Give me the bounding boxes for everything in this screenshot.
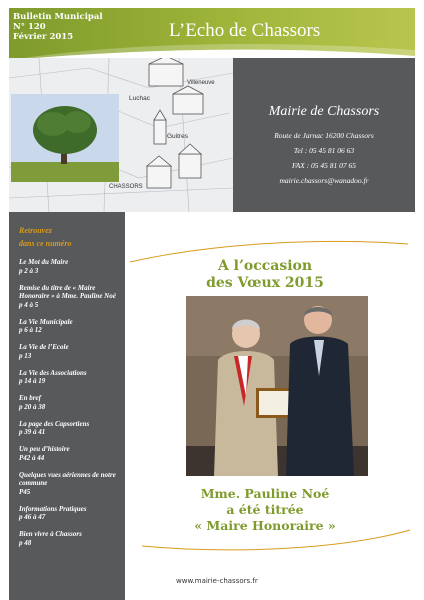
bulletin-label: Bulletin Municipal: [13, 12, 103, 22]
contents-heading-line1: Retrouvez: [19, 226, 52, 235]
contents-item-label: La Vie de l’Ecole: [19, 343, 69, 351]
contents-item-label: Bien vivre à Chassors: [19, 530, 82, 538]
contents-item-label: Le Mot du Maire: [19, 258, 69, 266]
bulletin-info: [13, 12, 103, 42]
contents-item[interactable]: [19, 284, 123, 310]
mairie-address: Route de Jarnac 16200 Chassors: [274, 131, 374, 140]
event-headline-line1: A l’occasion: [217, 258, 313, 274]
header-banner: [9, 8, 415, 58]
contents-item-label: Quelques vues aériennes de notre commune: [19, 470, 116, 487]
contents-item[interactable]: [19, 530, 123, 547]
contents-item[interactable]: [19, 394, 123, 411]
contents-item-label: Informations Pratiques: [19, 504, 87, 513]
contents-item-pages: p 20 à 38: [19, 402, 46, 411]
mairie-fax: FAX : 05 45 81 07 65: [291, 161, 357, 170]
contents-item-pages: p 48: [19, 538, 32, 547]
map-label-guitres: Guitres: [167, 133, 188, 140]
contents-item-pages: p 2 à 3: [19, 266, 39, 275]
honorary-caption: [150, 486, 380, 534]
map-label-luchac: Luchac: [129, 95, 150, 102]
issue-date: Février 2015: [13, 32, 74, 42]
contents-item-pages: p 6 à 12: [19, 326, 42, 334]
contents-item[interactable]: [19, 445, 123, 462]
ceremony-photo: [186, 296, 368, 476]
contents-item-pages: p 13: [19, 351, 32, 360]
contents-item-pages: P45: [19, 487, 31, 496]
contents-sidebar: [9, 212, 125, 600]
event-headline: [150, 258, 380, 292]
contents-item[interactable]: [19, 369, 123, 386]
map-label-chassors: CHASSORS: [109, 184, 143, 190]
contents-item-label: La page des Capsortiens: [19, 419, 90, 428]
contents-heading-line2: dans ce numéro: [19, 239, 72, 248]
contents-list: [19, 258, 123, 556]
caption-line1: Mme. Pauline Noé: [200, 486, 330, 501]
contents-item[interactable]: [19, 318, 123, 335]
village-map-illustration: [9, 58, 233, 212]
contents-item-pages: p 46 à 47: [19, 513, 46, 521]
contents-item[interactable]: [19, 471, 123, 497]
contents-item[interactable]: [19, 505, 123, 522]
event-headline-line2: des Vœux 2015: [206, 275, 324, 291]
contents-heading: [19, 224, 71, 250]
contents-item-label: La Vie des Associations: [19, 368, 87, 377]
website-link[interactable]: www.mairie-chassors.fr: [176, 577, 258, 585]
cover-visual: [9, 58, 233, 212]
contents-item-pages: P42 à 44: [19, 453, 45, 462]
map-label-villeneuve: Villeneuve: [187, 80, 215, 86]
mairie-email[interactable]: mairie.chassors@wanadoo.fr: [279, 176, 369, 185]
contents-item-label: La Vie Municipale: [19, 317, 73, 326]
contents-item[interactable]: [19, 343, 123, 360]
caption-line3: « Maire Honoraire »: [194, 518, 336, 533]
issue-number: N° 120: [13, 22, 46, 32]
contents-item[interactable]: [19, 258, 123, 275]
contents-item[interactable]: [19, 420, 123, 437]
contents-item-pages: p 4 à 5: [19, 300, 39, 309]
caption-line2: a été titrée: [226, 502, 304, 517]
contents-item-label: En bref: [19, 394, 41, 402]
contents-item-pages: p 14 à 19: [19, 377, 46, 385]
contents-item-pages: p 39 à 41: [19, 428, 46, 436]
contents-item-label: Un peu d’histoire: [19, 445, 70, 453]
mairie-contact-panel: [233, 58, 415, 212]
newsletter-title: L’Echo de Chassors: [169, 20, 321, 41]
mairie-name: Mairie de Chassors: [268, 104, 380, 119]
mairie-tel: Tel : 05 45 81 06 63: [293, 146, 355, 155]
contents-item-label: Remise du titre de « Maire Honoraire » à Mme. Pauline Noé: [19, 283, 116, 300]
